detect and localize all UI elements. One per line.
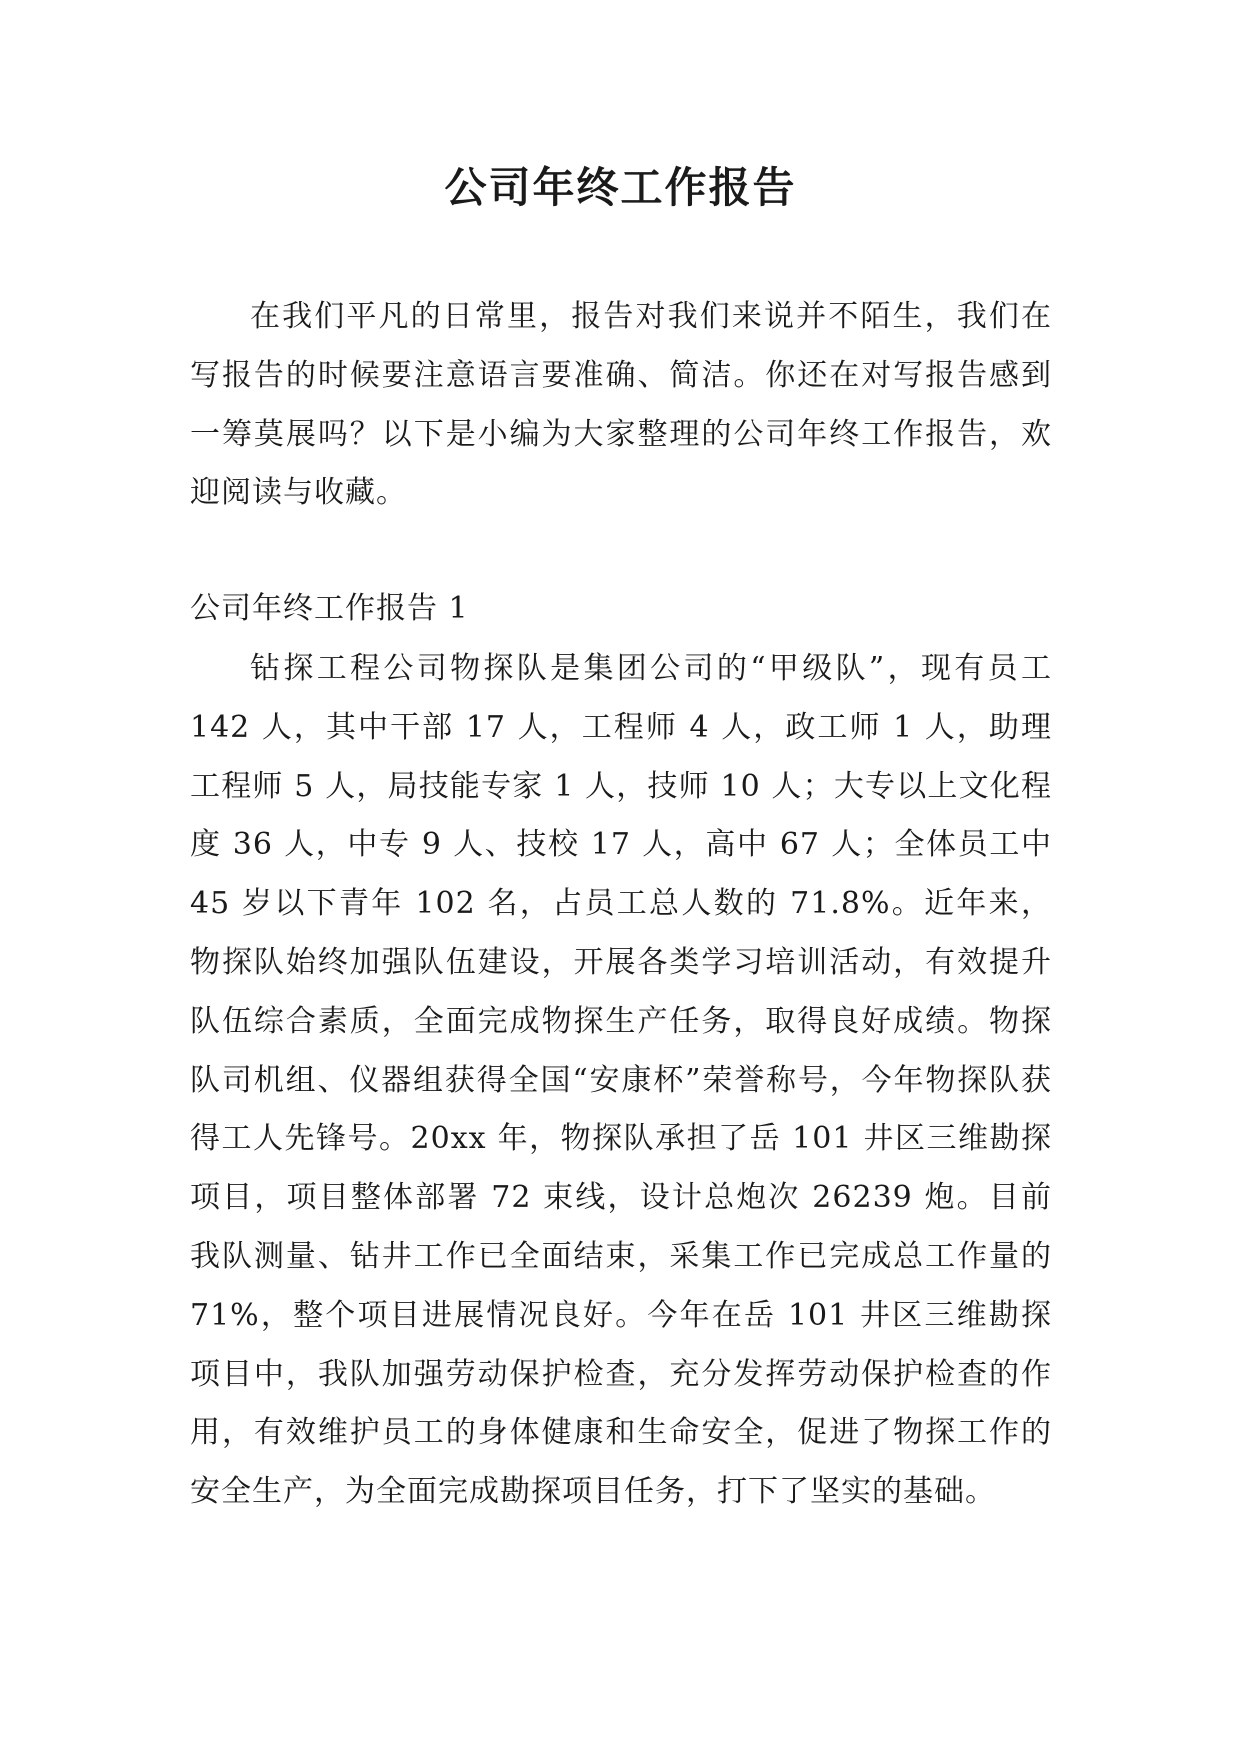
section-heading: 公司年终工作报告 1	[190, 591, 469, 626]
document-title: 公司年终工作报告	[444, 163, 797, 212]
section-paragraph: 钻探工程公司物探队是集团公司的“甲级队”，现有员工 142 人，其中干部 17 人，工程师 4 人，政工师 1 人，助理工程师 5 人，局技能专家 1 人，技师 10 人；大专以上文化程度 36 人，中专 9 人、技校 17 人，高中 67 人；全体员工中 45 岁以下青年 102 名，占员工总人数的 71.8%。近年来，物探队始终加强队伍建设，开展各类学习培训活动，有效提升队伍综合素质，全面完成物探生产任务，取得良好成绩。物探队司机组、仪器组获得全国“安康杯”荣誉称号，今年物探队获得工人先锋号。20xx 年，物探队承担了岳 101 井区三维勘探项目，项目整体部署 72 束线，设计总炮次 26239 炮。目前我队测量、钻井工作已全面结束，采集工作已完成总工作量的 71%，整个项目进展情况良好。今年在岳 101 井区三维勘探项目中，我队加强劳动保护检查，充分发挥劳动保护检查的作用，有效维护员工的身体健康和生命安全，促进了物探工作的安全生产，为全面完成勘探项目任务，打下了坚实的基础。	[190, 651, 1052, 1510]
intro-paragraph: 在我们平凡的日常里，报告对我们来说并不陌生，我们在写报告的时候要注意语言要准确、简洁。你还在对写报告感到一筹莫展吗？以下是小编为大家整理的公司年终工作报告，欢迎阅读与收藏。	[190, 299, 1052, 511]
